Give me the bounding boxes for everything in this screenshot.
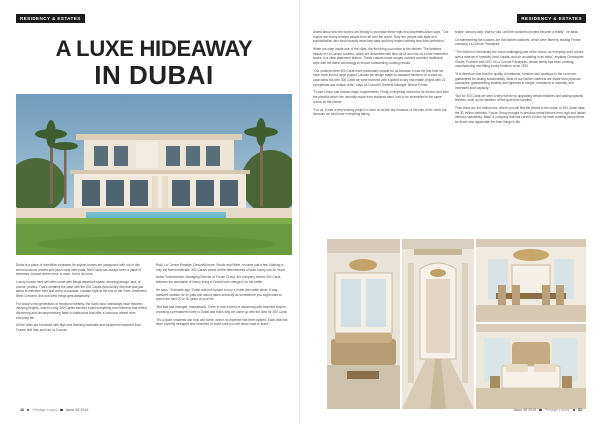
paragraph: Then there are the bathrooms, where you will find the jewels in the crown of 300 Carat villas, the $1 million bathtubs. Forum Group brought in precious metal fixtures from high-end Italian interiors specialists, Baldi, a company that has carved a niche for itself creating luxury items for those who appreciate the finer things in life.: [455, 106, 586, 124]
paragraph: All the villas are furnished with high-end finishing materials and equipment imported from France and Italy such as La Cornue,: [16, 323, 142, 333]
dining-room-photo: [476, 239, 586, 322]
paragraph: Bold, La Cornue Prestige, Devonhill more, Studio and Miele, to name just a few. Nothing is only the finest materials, 300 Carats where all the determinants of slum luxury can be found.: [156, 263, 286, 272]
headline-line-2: IN DUBAI: [94, 60, 214, 90]
right-page-column-1: [313, 30, 449, 230]
paragraph: "The kitchen is technically the most challenging part of the house, as everyday work comes with a mixture of humidity, heat, liquids, and air circulating in an ideal," explains Christopher Goulet, Founder and CEO of La Cornue Pavalyees, whose family has been creating, manufacturing and fitting luxury furniture since 1921.: [455, 50, 584, 69]
hero-villa-photo: [16, 94, 292, 255]
paragraph: Complementing the cookers are the kitchen cabinets, which were fitted by leading French company La Cornue Pavalyees.: [455, 37, 581, 47]
left-page-column-2: [156, 263, 290, 401]
paragraph: For today's new generation of newfound wealthy, the Earth-hour hideaways have reached dizzying heights, which is why 300 Carats interiors boast everything from kitchens that reflect discerning and uncompromising taste to bathrooms that offer a luxurious retreat from everyday life.: [16, 301, 147, 320]
paragraph: "It is therefore vital that the quality of materials, furniture and worktops in the room are guaranteed for lasting sustainability. Most of our kitchen cabinets are made from plywood carcasses, guaranteeing stability and lightness in weight, resistance to humidity, and increased load capacity.": [455, 72, 581, 90]
issue-date: Issue 38 2019: [513, 408, 537, 412]
paragraph: When you step inside one of the villas, the first thing you notice is the kitchen. The timeless beauty of La Cornue cookers, which are decorated with fleur de lis and one-of-a-kind enamelled knobs, is a clear statement feature. These custom-made ranges cookers combine traditional style with the latest technology to ensure outstanding cooking results.: [313, 47, 448, 65]
page-number: 31: [578, 408, 582, 412]
headline-line-1: A LUXE HIDEAWAY: [55, 36, 253, 61]
bullet-dot-icon: [573, 409, 575, 411]
bullet-dot-icon: [27, 409, 29, 411]
magazine-name: Prestige Luxury: [544, 408, 570, 412]
folio: [20, 408, 88, 412]
paragraph: "It's a place residents can truly call home, where no expense has been spared. Each villa has been expertly designed and furnished to make sure you will never want to leave.": [156, 317, 288, 327]
bullet-dot-icon: [60, 409, 62, 411]
left-page-column-1: [16, 263, 148, 401]
bedroom-photo: [476, 324, 586, 409]
villa-illustration: [16, 94, 292, 255]
paragraph: Luxury homes here will often come with things abundant space, stunning design, and, of course, privacy. That's certainly the case with the 300 Carats Bois-luxury villa that was just about to welcome their first worry occupants. Located right at the end of the Palm Jumeirah's West Crescent, this soft-view things gets attractively.: [16, 280, 147, 298]
paragraph: "Our cookers meet 300 Carat more particularly unique for us because it was the first time we have done such a large project. Usually we design made-to-measure kitchens on a case-by-case basis but with 300 Carat we were involved with a global luxury real estate project with 22 exceptional and unique units", says La Cornue's General Manager, Benoit Forner.: [313, 68, 446, 87]
magazine-name: Prestige Luxury: [32, 408, 58, 412]
paragraph: "For us, it was a very exciting project to work on as the sky because of the size of the order but because we could see everything taking: [313, 107, 447, 117]
section-tag: RESIDENCY & ESTATES: [16, 14, 85, 23]
section-tag: RESIDENCY & ESTATES: [517, 14, 586, 23]
page-number: 16: [20, 408, 24, 412]
hallway-photo: [402, 239, 474, 409]
right-page-column-2: [455, 30, 587, 234]
paragraph: shape, step-by-step, villa by villa, until the wonderful project became a reality", he adds.: [455, 30, 579, 34]
bullet-dot-icon: [539, 409, 541, 411]
issue-date: Issue 38 2019: [65, 408, 89, 412]
folio: [514, 408, 582, 412]
paragraph: He says, "A decade ago, Dubai was not a place to buy a home and settle down. It was transient location for ex-pats and wasn't taken seriously as somewhere you might want to spend the next 20 to 30 years of your life.: [156, 287, 282, 302]
paragraph: "But that has changed, dramatically. There is now a trend of discerning well-travelled buyers choosing a permanent home in Dubai and that's why we came up with the idea for 300 Carat.: [156, 305, 288, 314]
paragraph: Anton Yuchshevsev, Managing Director of Forum Group, the company behind 300 Carat, believes the standards of luxury living in Dubai have changed, for the better.: [156, 275, 282, 285]
paragraph: Dubai is a place of incredible contrasts. Its skyline homes are juxtaposed with out of this world luxurious resorts and plush crew view pads. Nell Dubai has always been a place of extremes. A place where more is more. And a lot more.: [16, 263, 142, 277]
paragraph: "But for 300 Carat we went a step further by upgrading certain features and adding specific finishes, such as the addition of fine gold tone handles.": [455, 93, 583, 103]
paragraph: "Forum Group has chosen major requirements. Firstly, everything needed to be electric and then the plentiful which are normally made from stainless steel, had to be enamelled in the same colour as the cooker.: [313, 90, 449, 104]
paragraph: Asked about who the buyers are belong to purchase these high-end properties Anton says, "Our buyers are luxury-minded people from all over the world. They are people with style and sophistication who know exactly what they want and they expect nothing less than perfection.": [313, 30, 449, 44]
living-room-photo: [327, 239, 400, 409]
